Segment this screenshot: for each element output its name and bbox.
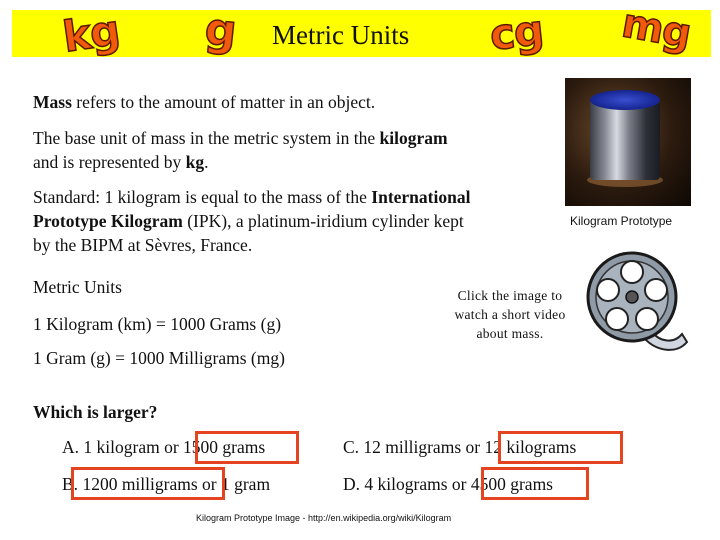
option-d-highlight bbox=[481, 467, 589, 500]
option-b-text-end: or 1 gram bbox=[197, 474, 271, 494]
metric-units-heading: Metric Units bbox=[33, 277, 122, 297]
mg-wordart: mg bbox=[618, 0, 694, 58]
base-unit-period: . bbox=[204, 152, 209, 172]
standard-text-3: by the BIPM at Sèvres, France. bbox=[33, 235, 253, 255]
standard-text-1: Standard: 1 kilogram is equal to the mass of the bbox=[33, 187, 372, 207]
option-d-answer: 4500 grams bbox=[470, 474, 553, 494]
option-a-text: A. 1 kilogram or bbox=[62, 437, 184, 457]
video-prompt-line-1: Click the image to bbox=[457, 288, 563, 303]
option-c-highlight bbox=[498, 431, 623, 464]
option-b-answer: 1200 milligrams bbox=[82, 474, 198, 494]
kilogram-prototype-image bbox=[565, 78, 691, 206]
international-term: International bbox=[371, 187, 471, 207]
standard-paragraph bbox=[33, 185, 470, 257]
base-unit-text-1: The base unit of mass in the metric system in the bbox=[33, 128, 380, 148]
page-title: Metric Units bbox=[272, 20, 410, 50]
base-unit-text-2: and is represented by bbox=[33, 152, 186, 172]
cylinder-top bbox=[590, 90, 660, 110]
kilogram-conversion: 1 Kilogram (km) = 1000 Grams (g) bbox=[33, 314, 282, 334]
standard-text-2: (IPK), a platinum-iridium cylinder kept bbox=[182, 211, 464, 231]
ipk-term: Prototype Kilogram bbox=[33, 211, 183, 231]
image-caption: Kilogram Prototype bbox=[570, 214, 673, 228]
g-wordart: g bbox=[202, 3, 239, 58]
cg-wordart: cg bbox=[487, 5, 546, 60]
video-prompt-line-2: watch a short video bbox=[454, 307, 566, 322]
film-reel-icon[interactable] bbox=[582, 242, 692, 362]
option-d-text: D. 4 kilograms or bbox=[343, 474, 471, 494]
option-c-answer: 12 kilograms bbox=[484, 437, 577, 457]
mass-definition-text: refers to the amount of matter in an object. bbox=[71, 92, 376, 112]
video-prompt bbox=[444, 286, 576, 343]
cylinder-body bbox=[590, 100, 660, 180]
mass-term: Mass bbox=[33, 92, 72, 112]
option-c-text: C. 12 milligrams or bbox=[343, 437, 485, 457]
mass-definition bbox=[33, 90, 375, 114]
question-heading: Which is larger? bbox=[33, 402, 158, 422]
option-a-answer: 1500 grams bbox=[183, 437, 266, 457]
kg-term: kg bbox=[185, 152, 205, 172]
option-a-highlight bbox=[195, 431, 299, 464]
video-prompt-line-3: about mass. bbox=[476, 326, 544, 341]
image-credit: Kilogram Prototype Image - http://en.wikipedia.org/wiki/Kilogram bbox=[196, 513, 452, 523]
gram-conversion: 1 Gram (g) = 1000 Milligrams (mg) bbox=[33, 348, 285, 368]
kilogram-term: kilogram bbox=[379, 128, 448, 148]
base-unit-paragraph bbox=[33, 126, 448, 174]
kg-wordart: kg bbox=[59, 5, 123, 62]
option-b-text: B. bbox=[62, 474, 83, 494]
option-b-highlight bbox=[71, 467, 225, 500]
